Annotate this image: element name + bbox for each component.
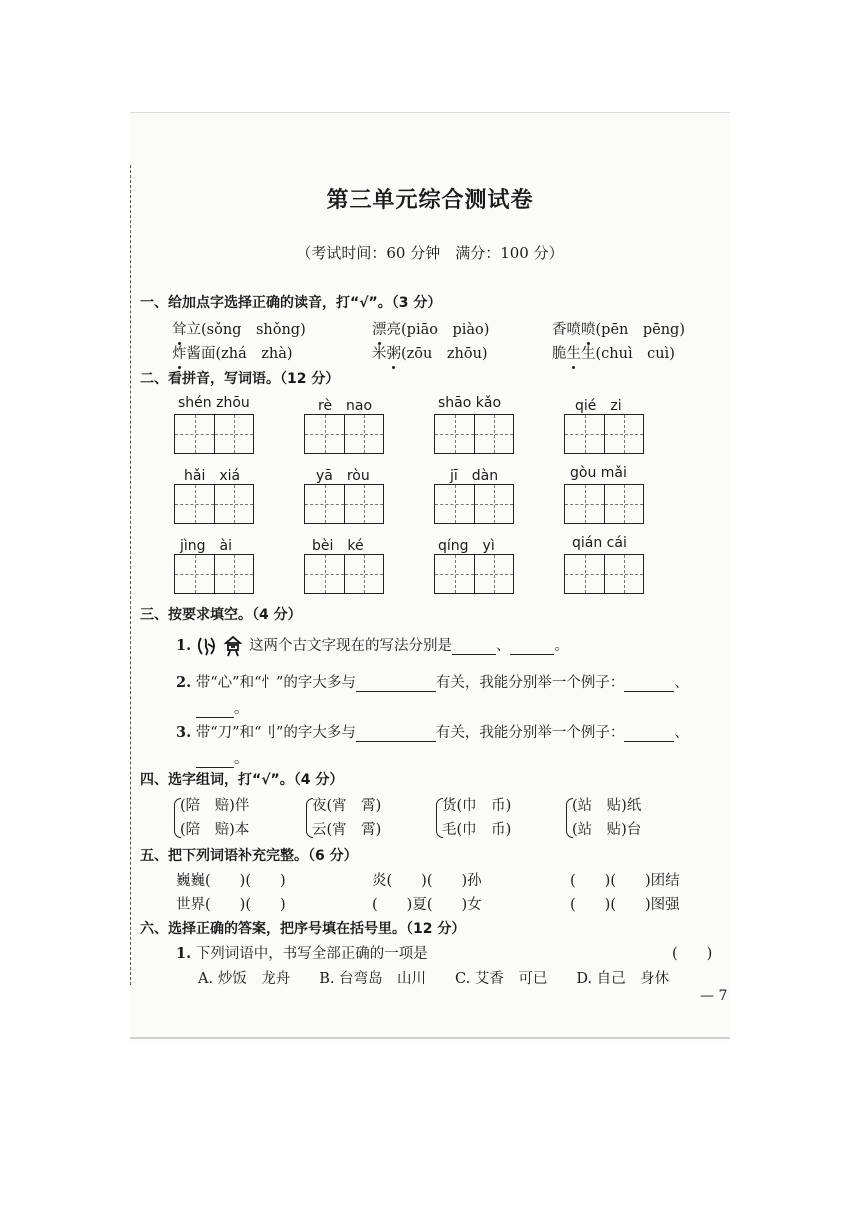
pinyin-4: qié zi	[575, 398, 622, 414]
s1-item-1	[172, 318, 306, 339]
s1-item-4-dotted: 炸	[172, 346, 187, 362]
ancient-character-2-icon	[222, 635, 244, 657]
section-3-heading: 三、按要求填空。（4 分）	[140, 607, 302, 623]
s4-g2-b[interactable]: 云(宵 霄)	[312, 822, 382, 838]
s5-r1-c1[interactable]: 巍巍( )( )	[176, 873, 286, 889]
s3-q1-blank-1[interactable]	[452, 638, 496, 655]
section-4-heading: 四、选字组词，打“√”。（4 分）	[140, 772, 344, 788]
s6-q1	[176, 942, 428, 963]
section-1-heading: 一、给加点字选择正确的读音，打“√”。（3 分）	[140, 295, 442, 311]
exam-title: 第三单元综合测试卷	[326, 187, 534, 213]
pinyin-7: jī dàn	[450, 468, 499, 484]
s3-q3-sep: 、	[674, 725, 689, 741]
s1-item-5	[372, 342, 488, 363]
s3-q3-blank-2[interactable]	[624, 725, 674, 742]
s3-q2-text-a: 带“心”和“忄”的字大多与	[195, 675, 356, 691]
s3-q2-blank-2[interactable]	[624, 675, 674, 692]
s5-r2-c1[interactable]: 世界( )( )	[176, 897, 286, 913]
s3-q2-blank-3[interactable]	[196, 701, 234, 718]
s3-q3	[176, 721, 689, 742]
pinyin-12: qián cái	[572, 535, 627, 551]
s3-q1-sep: 、	[495, 638, 511, 654]
s1-item-6-pre: 脆	[552, 346, 567, 362]
s4-g4-b[interactable]: (站 贴)台	[572, 822, 642, 838]
s1-item-4-rest: 酱面(zhá zhà)	[186, 346, 293, 362]
pinyin-6: yā ròu	[316, 468, 370, 484]
s3-q2-sep: 、	[674, 675, 689, 691]
write-grid-2[interactable]	[304, 414, 384, 454]
s1-item-5-dotted: 粥	[386, 346, 401, 362]
s1-item-2-rest: 亮(piāo piào)	[386, 322, 490, 338]
write-grid-10[interactable]	[304, 554, 384, 594]
s4-g1-b[interactable]: (陪 赔)本	[180, 822, 250, 838]
section-6-heading: 六、选择正确的答案，把序号填在括号里。（12 分）	[140, 921, 466, 937]
s3-q2-end: 。	[234, 701, 249, 717]
write-grid-5[interactable]	[174, 484, 254, 524]
s5-r1-c3[interactable]: ( )( )团结	[570, 873, 680, 889]
s3-q1-end: 。	[554, 638, 569, 654]
write-grid-1[interactable]	[174, 414, 254, 454]
paper-bottom-edge	[130, 1037, 730, 1039]
s6-q1-text: 下列词语中，书写全部正确的一项是	[195, 946, 428, 962]
s5-r2-c2[interactable]: ( )夏( )女	[372, 897, 482, 913]
s1-item-6-rest: 生(chuì cuì)	[581, 346, 675, 362]
pinyin-2: rè nao	[318, 398, 373, 414]
s3-q2-text-b: 有关，我能分别举一个例子：	[435, 675, 625, 691]
s1-item-5-rest: (zōu zhōu)	[401, 346, 488, 362]
pinyin-5: hǎi xiá	[184, 468, 241, 484]
pinyin-10: bèi ké	[312, 538, 364, 554]
ancient-character-1-icon	[196, 635, 218, 657]
s1-item-3-rest: (pēn pēng)	[595, 322, 685, 338]
pinyin-11: qíng yì	[438, 538, 495, 554]
s1-item-6	[552, 342, 675, 363]
s3-q3-end: 。	[234, 751, 249, 767]
write-grid-8[interactable]	[564, 484, 644, 524]
s4-g3-b[interactable]: 毛(巾 币)	[442, 822, 512, 838]
s3-q1-blank-2[interactable]	[510, 638, 554, 655]
s3-q2-line2	[196, 697, 249, 718]
page-number: — 7	[700, 988, 728, 1004]
s3-q3-number: 3.	[176, 724, 192, 741]
write-grid-9[interactable]	[174, 554, 254, 594]
pinyin-1: shén zhōu	[178, 395, 250, 411]
s4-g1-a[interactable]: (陪 赔)伴	[180, 798, 250, 814]
s3-q2-number: 2.	[176, 674, 192, 691]
s1-item-4	[172, 342, 293, 363]
s4-g2-a[interactable]: 夜(宵 霄)	[312, 798, 382, 814]
pinyin-3: shāo kǎo	[438, 395, 502, 411]
s6-q1-answer-paren[interactable]: ( )	[672, 946, 713, 962]
s1-item-3-dotted: 喷	[581, 322, 596, 338]
s4-g4-a[interactable]: (站 贴)纸	[572, 798, 642, 814]
s1-item-2	[372, 318, 489, 339]
write-grid-12[interactable]	[564, 554, 644, 594]
s5-r1-c2[interactable]: 炎( )( )孙	[372, 873, 482, 889]
write-grid-6[interactable]	[304, 484, 384, 524]
s3-q1-number: 1.	[176, 637, 192, 654]
s4-g3-a[interactable]: 货(巾 币)	[442, 798, 512, 814]
write-grid-3[interactable]	[434, 414, 514, 454]
s1-item-3	[552, 318, 685, 339]
s1-item-1-dotted: 耸	[172, 322, 187, 338]
s3-q2	[176, 671, 689, 692]
s3-q3-text-b: 有关，我能分别举一个例子：	[435, 725, 625, 741]
s1-item-3-pre: 香喷	[552, 322, 581, 338]
pinyin-9: jìng ài	[180, 538, 233, 554]
s3-q3-blank-1[interactable]	[356, 725, 436, 742]
s1-item-6-dotted: 生	[566, 346, 581, 362]
s6-q1-number: 1.	[176, 945, 192, 962]
binding-line	[130, 165, 131, 985]
s1-item-2-dotted: 漂	[372, 322, 387, 338]
s3-q2-blank-1[interactable]	[356, 675, 436, 692]
write-grid-11[interactable]	[434, 554, 514, 594]
pinyin-8: gòu mǎi	[570, 465, 627, 481]
s1-item-5-pre: 米	[372, 346, 387, 362]
s5-r2-c3[interactable]: ( )( )图强	[570, 897, 680, 913]
s6-q1-options: A. 炒饭 龙舟 B. 台弯岛 山川 C. 艾香 可已 D. 自己 身休	[198, 971, 670, 987]
s3-q3-blank-3[interactable]	[196, 751, 234, 768]
s3-q3-line2	[196, 747, 249, 768]
section-2-heading: 二、看拼音，写词语。（12 分）	[140, 371, 340, 387]
s1-item-1-rest: 立(sǒng shǒng)	[186, 322, 306, 338]
s3-q3-text-a: 带“刀”和“刂”的字大多与	[195, 725, 356, 741]
section-5-heading: 五、把下列词语补充完整。（6 分）	[140, 848, 358, 864]
write-grid-7[interactable]	[434, 484, 514, 524]
write-grid-4[interactable]	[564, 414, 644, 454]
s3-q1	[176, 634, 569, 657]
exam-subtitle: （考试时间：60 分钟 满分：100 分）	[296, 244, 564, 262]
s3-q1-text: 这两个古文字现在的写法分别是	[248, 638, 452, 654]
